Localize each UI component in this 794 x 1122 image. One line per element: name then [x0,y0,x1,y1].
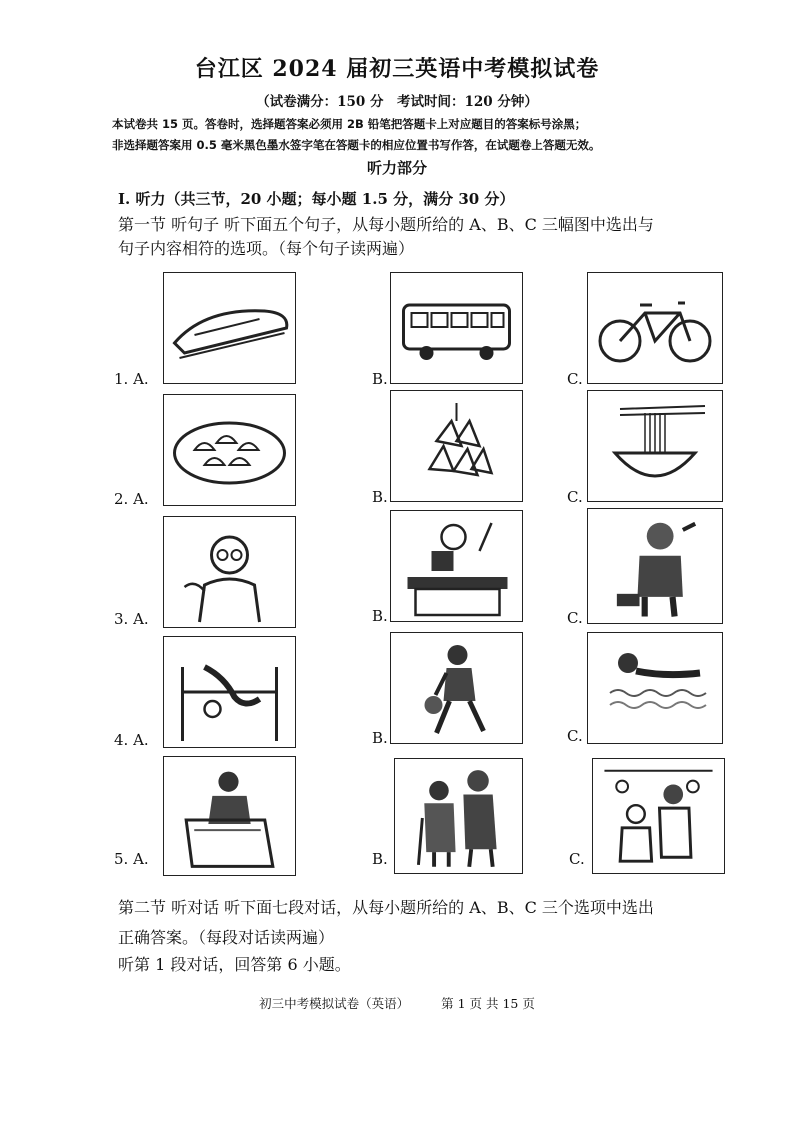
basketball-icon [390,632,523,744]
exam-info: （试卷满分：150 分 考试时间：120 分钟） [256,94,538,110]
question-3-option-b: B. [372,607,388,625]
footer-page-number: 第 1 页 共 15 页 [441,996,535,1011]
question-1-label: 1. A. [114,370,149,388]
worker-icon [587,508,723,624]
section2-instruction-2: 正确答案。（每段对话读两遍） [118,928,335,947]
question-4-option-c: C. [567,727,583,745]
giving-seat-icon [592,758,725,874]
high-speed-train-icon [163,272,296,384]
instructions-line-1: 本试卷共 15 页。答卷时，选择题答案必须用 2B 铅笔把答题卡上对应题目的答案标号涂黑； [112,117,587,131]
question-1-option-b: B. [372,370,388,388]
question-4-label: 4. A. [114,731,149,749]
bicycle-icon [587,272,723,384]
instructions-line-2: 非选择题答案用 0.5 毫米黑色墨水签字笔在答题卡的相应位置书写作答，在试题卷上答题无效。 [112,138,601,152]
section2-instruction-1: 第二节 听对话 听下面七段对话，从每小题所给的 A、B、C 三个选项中选出 [118,898,654,917]
question-2-label: 2. A. [114,490,149,508]
footer-exam-name: 初三中考模拟试卷（英语） [259,996,410,1011]
section1-instruction-1: 第一节 听句子 听下面五个句子，从每小题所给的 A、B、C 三幅图中选出与 [118,215,654,234]
page-title: 台江区 2024 届初三英语中考模拟试卷 [194,56,600,82]
question-4-option-b: B. [372,729,388,747]
question-3-label: 3. A. [114,610,149,628]
page-footer [0,994,794,1012]
high-jump-icon [163,636,296,748]
question-5-label: 5. A. [114,850,149,868]
question-3-option-c: C. [567,609,583,627]
part-title: I. 听力（共三节，20 小题；每小题 1.5 分，满分 30 分） [118,190,515,208]
question-1-option-c: C. [567,370,583,388]
doctor-icon [163,516,296,628]
question-2-option-b: B. [372,488,388,506]
question-5-option-b: B. [372,850,388,868]
teacher-icon [390,510,523,622]
question-5-option-c: C. [569,850,585,868]
person-at-counter-icon [163,756,296,876]
helping-elderly-icon [394,758,523,874]
zongzi-icon [390,390,523,502]
dialogue-1-instruction: 听第 1 段对话，回答第 6 小题。 [118,955,351,974]
bus-icon [390,272,523,384]
dumplings-icon [163,394,296,506]
section1-instruction-2: 句子内容相符的选项。（每个句子读两遍） [118,239,415,258]
section-heading: 听力部分 [366,159,427,177]
question-2-option-c: C. [567,488,583,506]
noodles-icon [587,390,723,502]
swimming-icon [587,632,723,744]
